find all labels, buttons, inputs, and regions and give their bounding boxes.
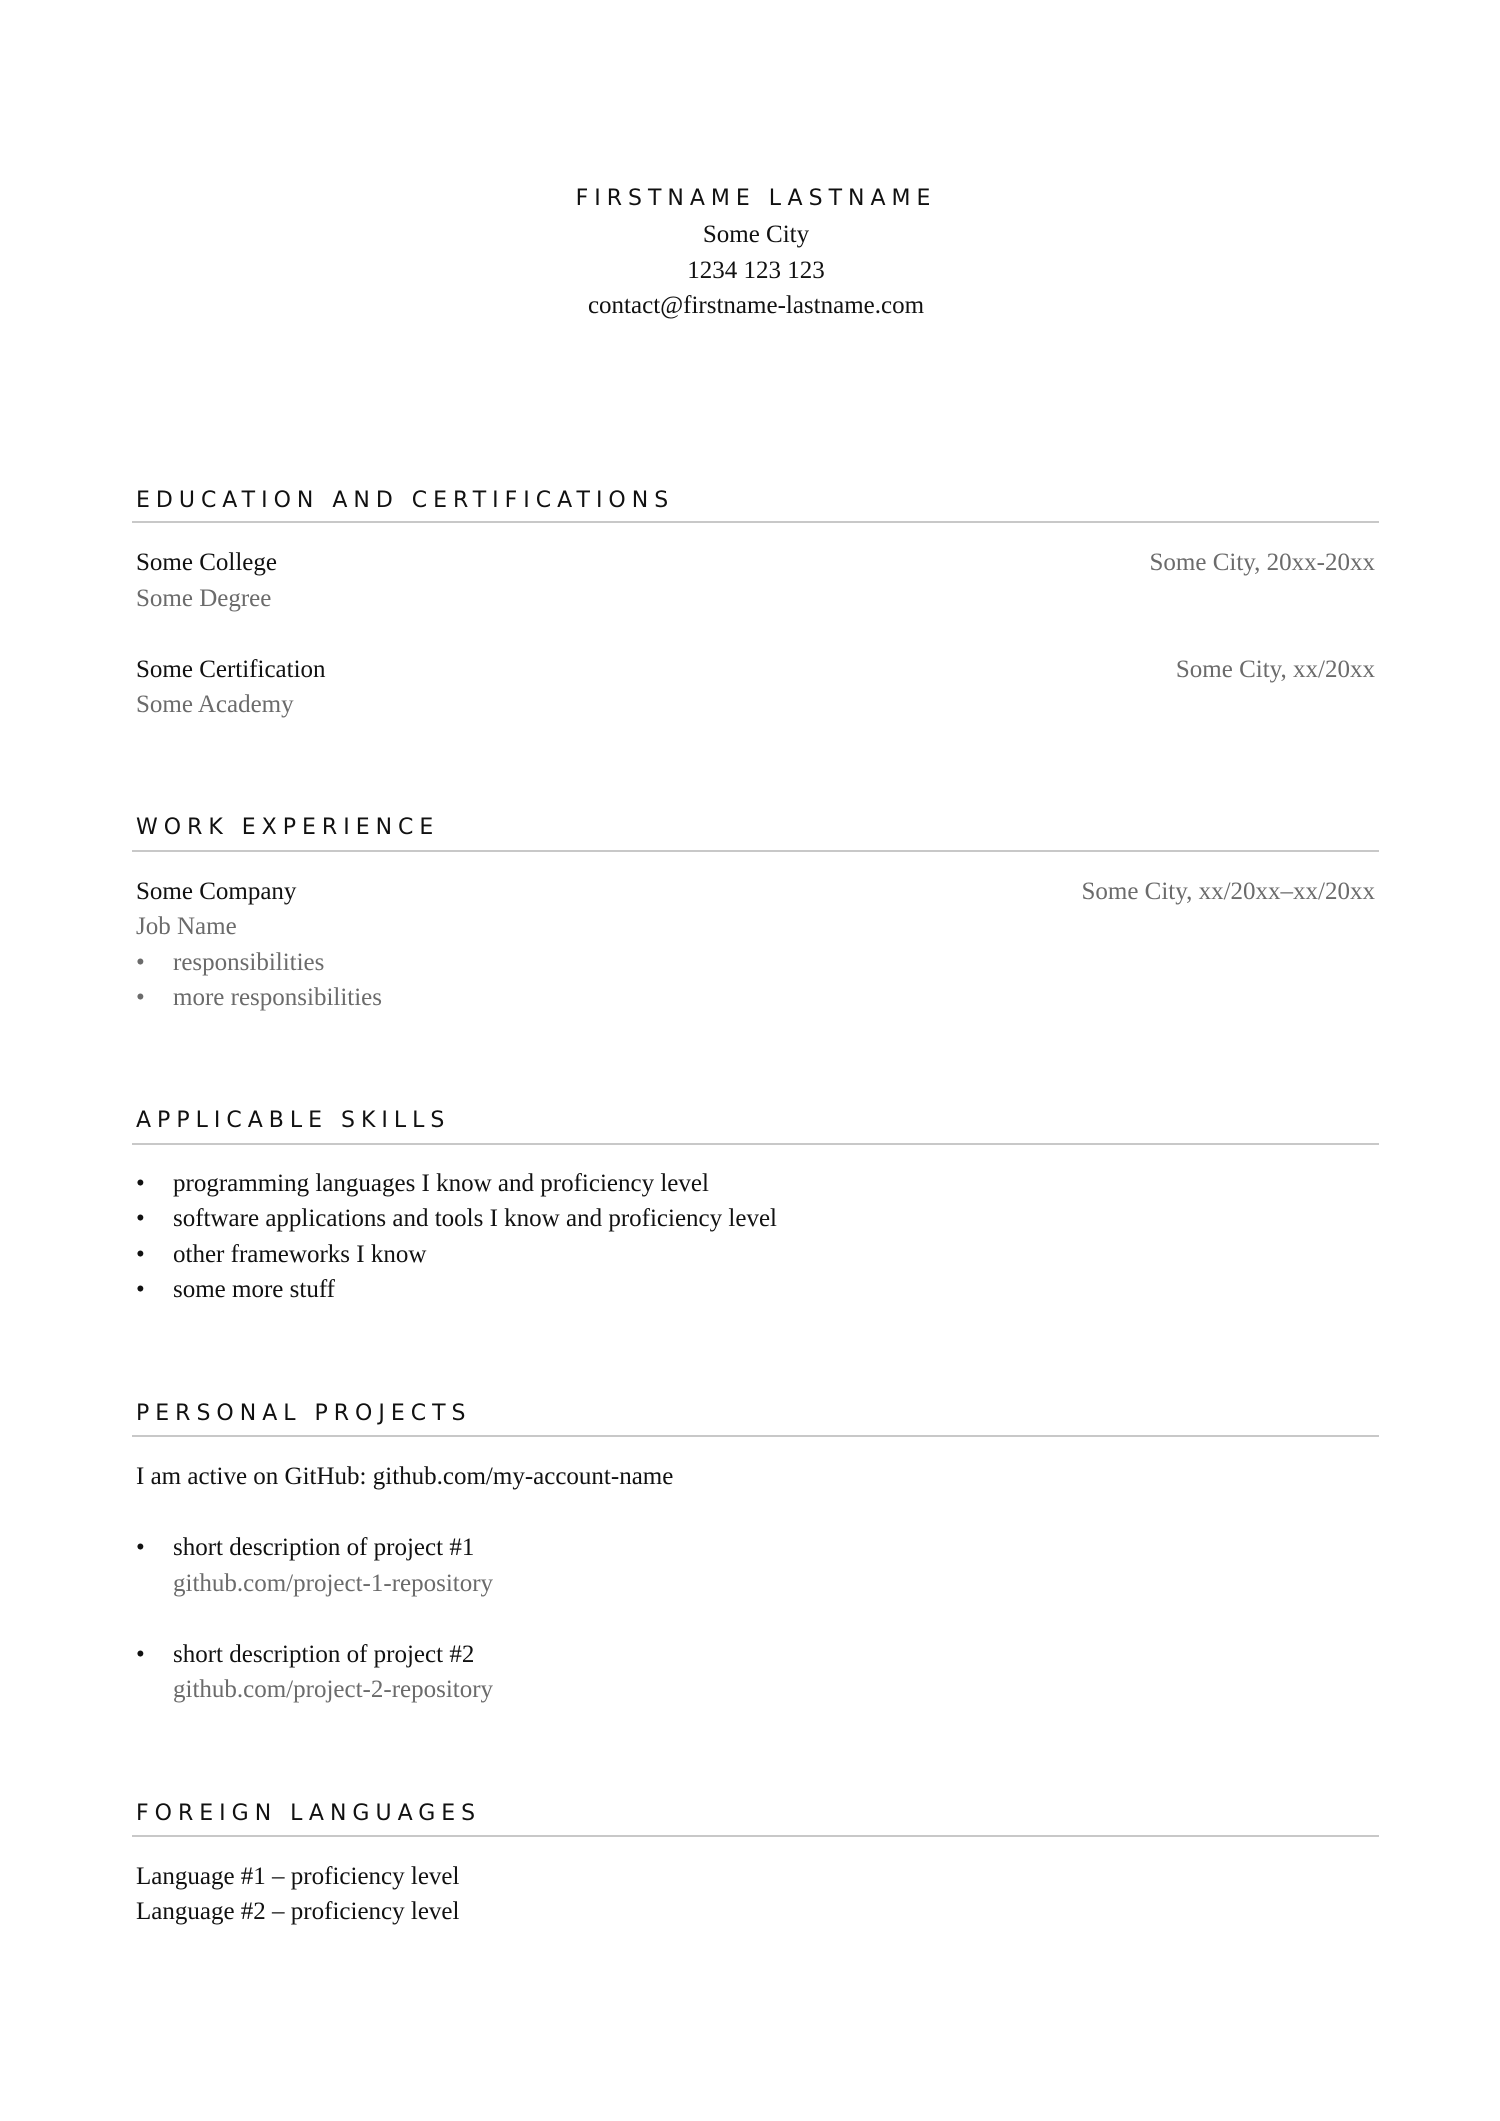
project-link-text[interactable]: github.com/project-1-repository <box>173 1570 494 1597</box>
divider <box>132 850 1379 852</box>
education-subtitle: Some Academy <box>136 691 294 718</box>
bullet-icon: • <box>136 1641 145 1668</box>
project-link-text[interactable]: github.com/project-2-repository <box>173 1676 494 1703</box>
bullet-icon: • <box>136 1205 145 1232</box>
projects-heading: PERSONAL PROJECTS <box>136 1401 472 1426</box>
language-item: Language #2 – proficiency level <box>136 1898 460 1925</box>
list-item-text: responsibilities <box>173 949 325 976</box>
bullet-icon: • <box>136 949 145 976</box>
github-intro: I am active on GitHub: github.com/my-account-name <box>136 1463 674 1490</box>
divider <box>132 521 1379 523</box>
list-item-text: programming languages I know and proficiency level <box>173 1170 709 1197</box>
list-item-text: some more stuff <box>173 1276 336 1303</box>
bullet-icon: • <box>136 1534 145 1561</box>
bullet-icon: • <box>136 1170 145 1197</box>
list-item-text: other frameworks I know <box>173 1241 427 1268</box>
full-name: FIRSTNAME LASTNAME <box>575 186 937 211</box>
divider <box>132 1835 1379 1837</box>
job-title: Job Name <box>136 913 237 940</box>
languages-heading: FOREIGN LANGUAGES <box>136 1801 482 1826</box>
company: Some Company <box>136 878 297 905</box>
bullet-icon: • <box>136 1276 145 1303</box>
city: Some City <box>702 221 810 248</box>
language-item: Language #1 – proficiency level <box>136 1863 460 1890</box>
education-subtitle: Some Degree <box>136 585 272 612</box>
list-item-text: more responsibilities <box>173 984 382 1011</box>
project-description: short description of project #2 <box>173 1641 475 1668</box>
education-heading: EDUCATION AND CERTIFICATIONS <box>136 488 675 513</box>
email[interactable]: contact@firstname-lastname.com <box>587 292 925 319</box>
work-heading: WORK EXPERIENCE <box>136 815 440 840</box>
list-item-text: software applications and tools I know and proficiency level <box>173 1205 777 1232</box>
education-meta: Some City, 20xx-20xx <box>1149 549 1375 576</box>
education-meta: Some City, xx/20xx <box>1175 656 1375 683</box>
bullet-icon: • <box>136 984 145 1011</box>
skills-heading: APPLICABLE SKILLS <box>136 1108 451 1133</box>
education-title: Some Certification <box>136 656 326 683</box>
work-meta: Some City, xx/20xx–xx/20xx <box>1081 878 1375 905</box>
project-description: short description of project #1 <box>173 1534 475 1561</box>
education-title: Some College <box>136 549 277 576</box>
bullet-icon: • <box>136 1241 145 1268</box>
divider <box>132 1435 1379 1437</box>
divider <box>132 1143 1379 1145</box>
phone: 1234 123 123 <box>687 257 825 284</box>
